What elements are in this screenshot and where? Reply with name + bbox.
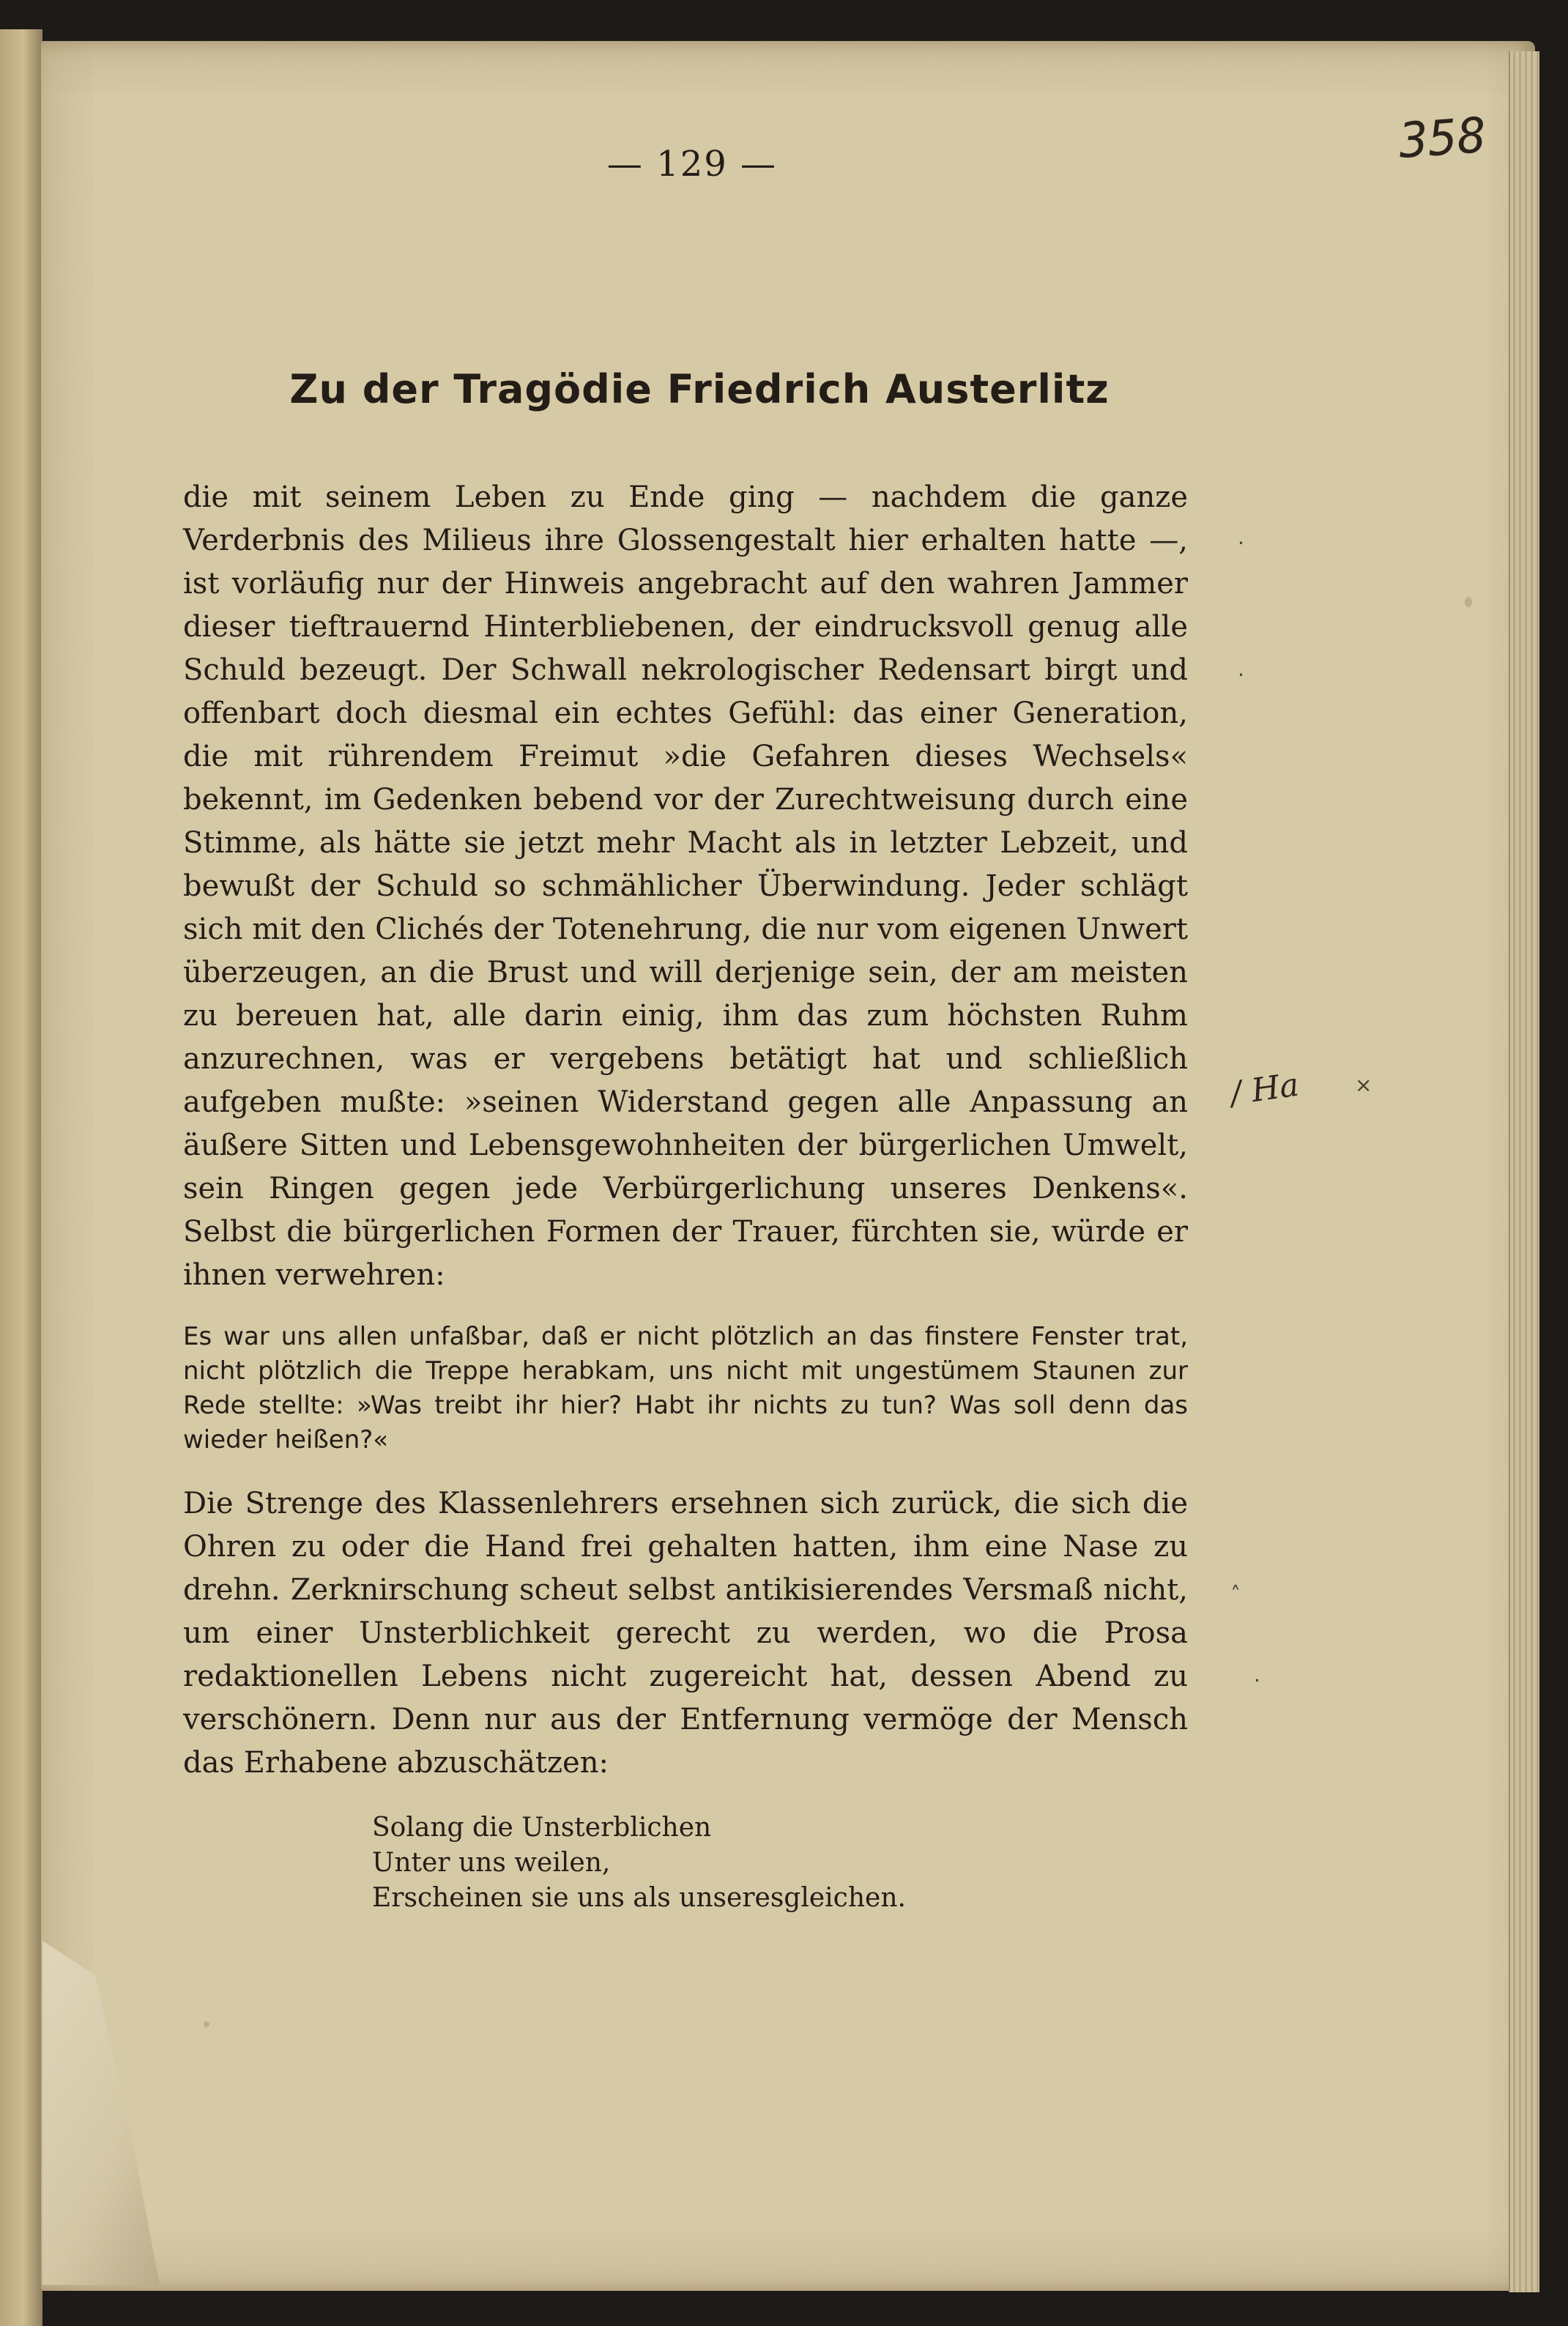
- block-quote: Es war uns allen unfaßbar, daß er nicht plötzlich an das finstere Fenster trat, nicht plötzlich die Treppe herabkam, uns nicht mit ungestümem Staunen zur Rede stellte: »Was treibt ihr hier? Habt ihr nichts zu tun? Was soll denn das wieder heißen?«: [183, 1322, 1188, 1454]
- verse-quote: [372, 1810, 1031, 1916]
- body-paragraph-2: Die Strenge des Klassenlehrers ersehnen sich zurück, die sich die Ohren zu oder die Hand frei gehalten hatten, ihm eine Nase zu drehn. Zerknirschung scheut selbst antikisierendes Versmaß nicht, um einer Unsterblichkeit gerecht zu werden, wo die Prosa redaktionellen Lebens nicht zugereicht hat, dessen Abend zu verschönern. Denn nur aus der Entfernung vermöge der Mensch das Erhabene abzuschätzen:: [183, 1487, 1188, 1780]
- margin-annotation: / Ha: [1228, 1066, 1301, 1113]
- paper-stain: [1465, 597, 1472, 607]
- verse-line: Unter uns weilen,: [372, 1848, 611, 1878]
- margin-tick-mark: ·: [1238, 531, 1244, 555]
- verse-line: Erscheinen sie uns als unseresgleichen.: [372, 1883, 906, 1913]
- margin-cross-mark: ×: [1355, 1073, 1372, 1097]
- article-title: Zu der Tragödie Friedrich Austerlitz: [289, 366, 1110, 412]
- margin-tick-mark: ·: [1238, 663, 1244, 687]
- page-number: — 129 —: [606, 144, 778, 185]
- paper-stain: [204, 2021, 209, 2027]
- margin-tick-mark: ˄: [1230, 1582, 1241, 1606]
- handwritten-archive-number: 358: [1397, 106, 1489, 170]
- margin-tick-mark: ·: [1254, 1668, 1260, 1693]
- body-paragraph-1: die mit seinem Leben zu Ende ging — nachdem die ganze Verderbnis des Milieus ihre Glossengestalt hier erhalten hatte —, ist vorläufig nur der Hinweis angebracht auf den wahren Jammer dieser tieftrauernd Hinterbliebenen, der eindrucksvoll genug alle Schuld bezeugt. Der Schwall nekrologischer Redensart birgt und offenbart doch diesmal ein echtes Gefühl: das einer Generation, die mit rührendem Freimut »die Gefahren dieses Wechsels« bekennt, im Gedenken bebend vor der Zurechtweisung durch eine Stimme, als hätte sie jetzt mehr Macht als in letzter Lebzeit, und bewußt der Schuld so schmählicher Überwindung. Jeder schlägt sich mit den Clichés der Totenehrung, die nur vom eigenen Unwert überzeugen, an die Brust und will derjenige sein, der am meisten zu bereuen hat, alle darin einig, ihm das zum höchsten Ruhm anzurechnen, was er vergebens betätigt hat und schließlich aufgeben mußte: »seinen Widerstand gegen alle Anpassung an äußere Sitten und Lebensgewohnheiten der bürgerlichen Umwelt, sein Ringen gegen jede Verbürgerlichung unseres Denkens«. Selbst die bürgerlichen Formen der Trauer, fürchten sie, würde er ihnen verwehren:: [183, 480, 1188, 1292]
- verse-line: Solang die Unsterblichen: [372, 1813, 712, 1843]
